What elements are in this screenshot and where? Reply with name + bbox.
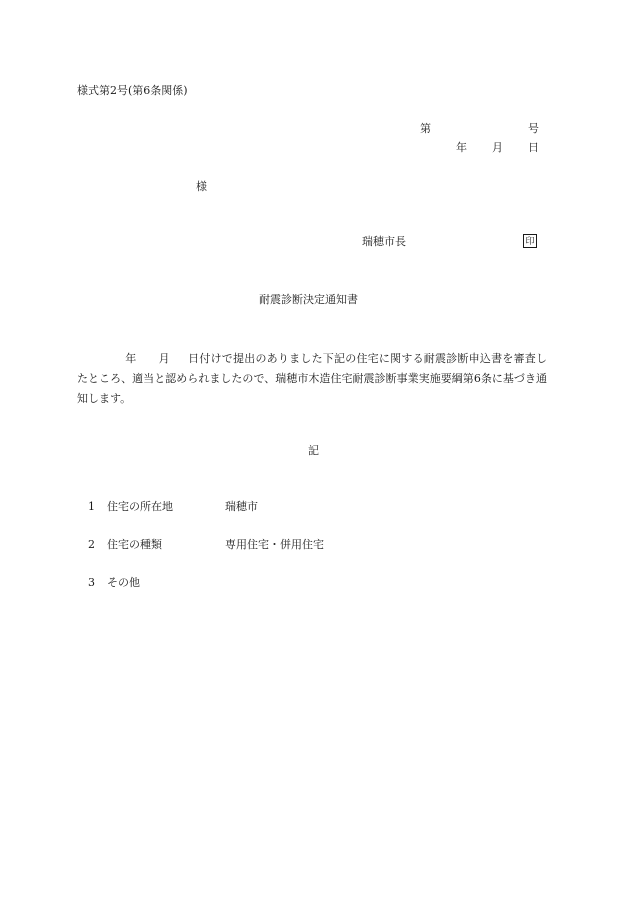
body-text: 日付けで提出のありました下記の住宅に関する耐震診断申込書を審査したところ、適当と認められましたので、瑞穂市木造住宅耐震診断事業実施要綱第6条に基づき通知します。 — [77, 352, 548, 405]
date-year: 年 — [456, 141, 467, 154]
item-value: 瑞穂市 — [225, 500, 258, 513]
body-paragraph — [77, 349, 547, 409]
item-number: 1 — [88, 500, 95, 513]
body-year: 年 — [125, 352, 137, 365]
ki-heading: 記 — [308, 444, 319, 457]
issuer-name: 瑞穂市長 — [362, 235, 406, 248]
number-dai: 第 — [420, 122, 431, 135]
date-month: 月 — [492, 141, 503, 154]
date-day: 日 — [528, 141, 539, 154]
number-go: 号 — [528, 122, 539, 135]
item-value: 専用住宅・併用住宅 — [225, 538, 324, 551]
form-label: 様式第2号(第6条関係) — [77, 84, 188, 97]
item-label: 住宅の種類 — [107, 538, 162, 551]
recipient-suffix: 様 — [196, 180, 207, 193]
item-label: 住宅の所在地 — [107, 500, 173, 513]
item-number: 3 — [88, 576, 95, 589]
body-month: 月 — [158, 352, 170, 365]
document-title: 耐震診断決定通知書 — [259, 293, 358, 306]
item-label: その他 — [107, 576, 140, 589]
seal-mark: 印 — [523, 234, 537, 248]
item-number: 2 — [88, 538, 95, 551]
